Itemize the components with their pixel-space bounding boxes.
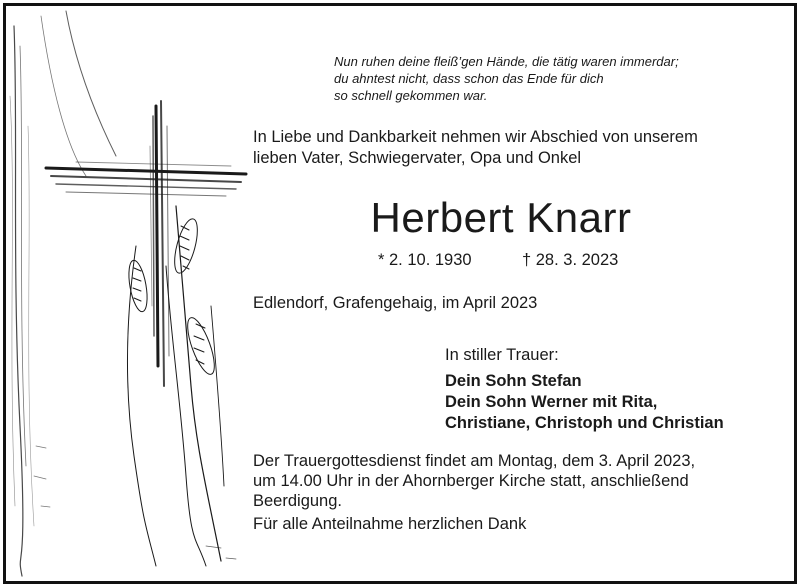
deceased-name: Herbert Knarr [370,194,632,241]
mourners-block [445,345,724,434]
service-line: um 14.00 Uhr in der Ahornberger Kirche statt, anschließend [253,472,689,490]
obituary-card [3,3,797,584]
farewell-intro [253,127,773,169]
intro-line: lieben Vater, Schwiegervater, Opa und Onkel [253,149,582,167]
service-notice [253,451,753,511]
thanks-note: Für alle Anteilnahme herzlichen Dank [253,515,527,533]
mourning-label: In stiller Trauer: [445,346,559,364]
death-date: † 28. 3. 2023 [522,251,619,269]
service-line: Beerdigung. [253,492,342,510]
birth-date: * 2. 10. 1930 [378,251,472,269]
poem-line: du ahntest nicht, dass schon das Ende für dich [334,71,604,86]
family-member: Dein Sohn Stefan [445,372,582,390]
poem-verse [334,53,764,104]
family-member: Christiane, Christoph und Christian [445,414,724,432]
poem-line: so schnell gekommen war. [334,88,488,103]
poem-line: Nun ruhen deine fleiß’gen Hände, die tätig waren immerdar; [334,54,679,69]
sketched-cross-with-wheat-icon [6,6,256,581]
service-line: Der Trauergottesdienst findet am Montag, dem 3. April 2023, [253,452,696,470]
intro-line: In Liebe und Dankbarkeit nehmen wir Abschied von unserem [253,128,698,146]
place-and-date: Edlendorf, Grafengehaig, im April 2023 [253,294,538,312]
family-member: Dein Sohn Werner mit Rita, [445,393,658,411]
